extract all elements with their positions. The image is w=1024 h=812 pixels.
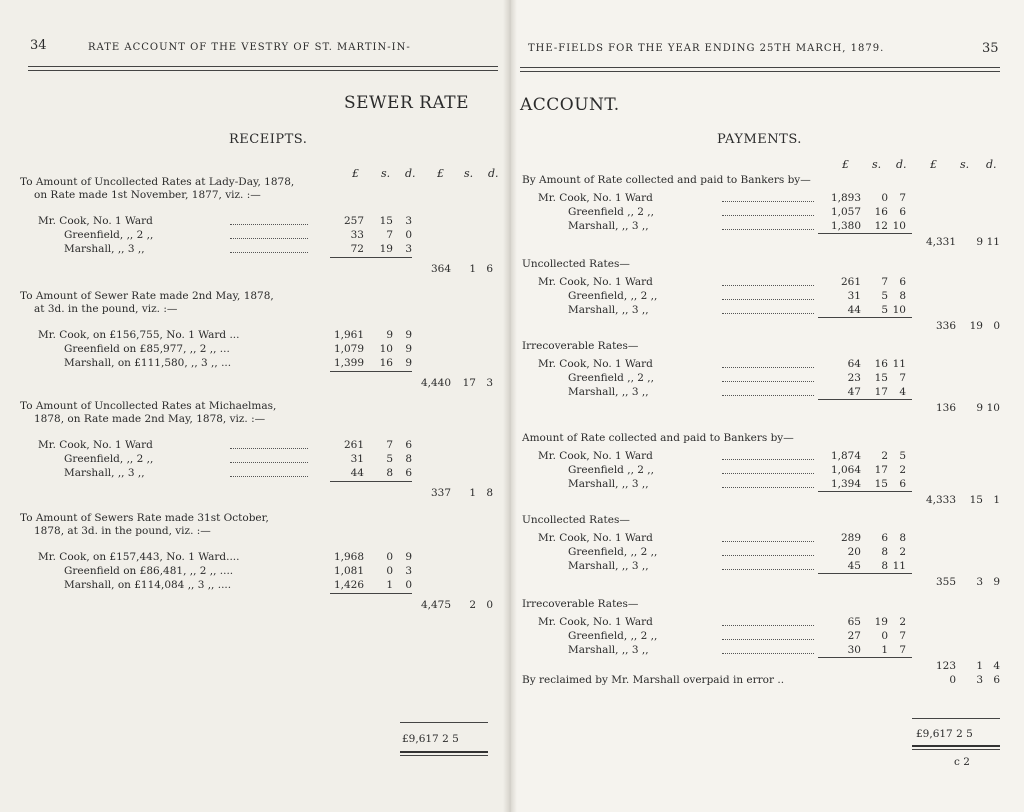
payments-section-3-row-2-label: Marshall, ,, 3 ,, — [568, 478, 649, 490]
receipts-col1-pounds-head: £ — [352, 167, 359, 180]
payments-grand-total-rule-top — [912, 718, 1000, 719]
payments-section-1-total-pence: 0 — [993, 320, 1000, 332]
payments-section-0-row-0-pence: 7 — [899, 192, 906, 204]
receipts-section-2-row-2-pence: 6 — [405, 467, 412, 479]
payments-section-3-row-1-label: Greenfield ,, 2 ,, — [568, 464, 654, 476]
payments-reclaimed-pounds: 0 — [949, 674, 956, 686]
receipts-section-3-row-1-label: Greenfield on £86,481, ,, 2 ,, .... — [64, 565, 234, 577]
payments-section-1-total-shillings: 19 — [969, 320, 983, 332]
payments-section-1-row-1-leader — [722, 299, 814, 300]
payments-section-0-row-1-shillings: 16 — [874, 206, 888, 218]
payments-grand-total-rule-bottom — [912, 745, 1000, 747]
payments-section-0-row-2-label: Marshall, ,, 3 ,, — [568, 220, 649, 232]
receipts-section-0-row-0-leader — [230, 224, 308, 225]
receipts-section-0-row-2-pounds: 72 — [350, 243, 364, 255]
payments-section-4-title: Uncollected Rates— — [522, 514, 630, 526]
payments-section-3-row-0-shillings: 2 — [881, 450, 888, 462]
payments-section-3-row-0-leader — [722, 459, 814, 460]
payments-section-4-row-2-pence: 11 — [892, 560, 906, 572]
payments-section-2-row-2-pence: 4 — [899, 386, 906, 398]
payments-section-5-total-shillings: 1 — [976, 660, 983, 672]
receipts-section-2-row-1-pence: 8 — [405, 453, 412, 465]
payments-section-0-row-2-pounds: 1,380 — [830, 220, 861, 232]
payments-section-1-row-2-shillings: 5 — [881, 304, 888, 316]
payments-section-5-row-1-pounds: 27 — [847, 630, 861, 642]
receipts-section-3-subtotal-rule — [330, 593, 412, 594]
payments-section-0-subtotal-rule — [818, 233, 912, 234]
payments-section-1-row-0-pence: 6 — [899, 276, 906, 288]
payments-section-0-total-pence: 11 — [986, 236, 1000, 248]
receipts-section-0-row-1-pounds: 33 — [350, 229, 364, 241]
receipts-section-0-row-0-pounds: 257 — [343, 215, 364, 227]
receipts-grand-total-rule-bottom-2 — [400, 755, 488, 756]
payments-section-4-row-1-label: Greenfield, ,, 2 ,, — [568, 546, 658, 558]
receipts-section-2-row-1-label: Greenfield, ,, 2 ,, — [64, 453, 154, 465]
receipts-section-2-subtotal-rule — [330, 481, 412, 482]
payments-section-3-row-2-pence: 6 — [899, 478, 906, 490]
payments-col1-pounds-head: £ — [842, 158, 849, 171]
payments-section-1-row-1-pounds: 31 — [847, 290, 861, 302]
payments-section-0-row-2-shillings: 12 — [874, 220, 888, 232]
payments-section-0-row-2-leader — [722, 229, 814, 230]
payments-section-2-row-2-pounds: 47 — [847, 386, 861, 398]
payments-section-5-row-0-label: Mr. Cook, No. 1 Ward — [538, 616, 653, 628]
receipts-section-1-row-2-pence: 9 — [405, 357, 412, 369]
payments-section-2-row-2-shillings: 17 — [874, 386, 888, 398]
receipts-section-3-total-pounds: 4,475 — [420, 599, 451, 611]
receipts-section-2-row-2-shillings: 8 — [386, 467, 393, 479]
payments-section-1-row-2-pence: 10 — [892, 304, 906, 316]
payments-section-0-row-1-pence: 6 — [899, 206, 906, 218]
payments-section-3-total-pence: 1 — [993, 494, 1000, 506]
receipts-section-2-title2: 1878, on Rate made 2nd May, 1878, viz. :— — [34, 413, 266, 425]
receipts-section-2-row-0-leader — [230, 448, 308, 449]
receipts-section-2-row-2-leader — [230, 476, 308, 477]
header-rule-right-2 — [520, 71, 1000, 72]
payments-section-0-row-0-leader — [722, 201, 814, 202]
receipts-section-1-row-1-shillings: 10 — [379, 343, 393, 355]
receipts-section-2-total-pounds: 337 — [430, 487, 451, 499]
receipts-section-0-row-1-leader — [230, 238, 308, 239]
receipts-section-0-row-1-label: Greenfield, ,, 2 ,, — [64, 229, 154, 241]
receipts-section-1-row-0-label: Mr. Cook, on £156,755, No. 1 Ward ... — [38, 329, 240, 341]
receipts-col2-shillings-head: s. — [464, 167, 474, 180]
payments-section-1-subtotal-rule — [818, 317, 912, 318]
payments-col1-shillings-head: s. — [872, 158, 882, 171]
receipts-section-1-total-pence: 3 — [486, 377, 493, 389]
payments-section-3-row-1-shillings: 17 — [874, 464, 888, 476]
right-page-number: 35 — [982, 41, 999, 56]
payments-section-5-row-0-pounds: 65 — [847, 616, 861, 628]
payments-section-4-row-2-pounds: 45 — [847, 560, 861, 572]
receipts-section-3-total-shillings: 2 — [469, 599, 476, 611]
receipts-section-3-row-1-pence: 3 — [405, 565, 412, 577]
receipts-section-0-total-pounds: 364 — [430, 263, 451, 275]
payments-section-4-row-1-leader — [722, 555, 814, 556]
payments-section-2-row-2-leader — [722, 395, 814, 396]
receipts-col1-shillings-head: s. — [381, 167, 391, 180]
payments-section-0-row-1-pounds: 1,057 — [830, 206, 861, 218]
receipts-section-0-row-1-pence: 0 — [405, 229, 412, 241]
payments-section-1-row-0-shillings: 7 — [881, 276, 888, 288]
receipts-grand-total: £9,617 2 5 — [402, 733, 459, 745]
receipts-section-3-row-1-pounds: 1,081 — [333, 565, 364, 577]
payments-section-1-title: Uncollected Rates— — [522, 258, 630, 270]
payments-section-0-total-shillings: 9 — [976, 236, 983, 248]
payments-section-2-row-1-shillings: 15 — [874, 372, 888, 384]
receipts-section-1-total-pounds: 4,440 — [420, 377, 451, 389]
header-rule-right — [520, 67, 1000, 68]
receipts-section-1-total-shillings: 17 — [462, 377, 476, 389]
payments-section-2-row-0-label: Mr. Cook, No. 1 Ward — [538, 358, 653, 370]
payments-section-5-row-0-pence: 2 — [899, 616, 906, 628]
payments-section-0-row-0-label: Mr. Cook, No. 1 Ward — [538, 192, 653, 204]
receipts-section-3-row-0-pounds: 1,968 — [333, 551, 364, 563]
payments-section-1-row-2-leader — [722, 313, 814, 314]
payments-section-2-row-1-leader — [722, 381, 814, 382]
payments-section-2-title: Irrecoverable Rates— — [522, 340, 639, 352]
payments-section-2-total-pence: 10 — [986, 402, 1000, 414]
payments-section-5-row-2-label: Marshall, ,, 3 ,, — [568, 644, 649, 656]
receipts-section-1-row-1-label: Greenfield on £85,977, ,, 2 ,, ... — [64, 343, 230, 355]
payments-col1-pence-head: d. — [896, 158, 907, 171]
receipts-section-2-row-1-leader — [230, 462, 308, 463]
payments-col2-shillings-head: s. — [960, 158, 970, 171]
right-running-title: THE-FIELDS FOR THE YEAR ENDING 25TH MARCH, 1879. — [528, 43, 885, 54]
payments-section-0-row-1-leader — [722, 215, 814, 216]
payments-section-1-row-0-leader — [722, 285, 814, 286]
receipts-col1-pence-head: d. — [405, 167, 416, 180]
receipts-section-2-row-0-label: Mr. Cook, No. 1 Ward — [38, 439, 153, 451]
receipts-section-0-row-2-leader — [230, 252, 308, 253]
payments-section-3-row-1-pounds: 1,064 — [830, 464, 861, 476]
payments-section-5-row-1-leader — [722, 639, 814, 640]
receipts-section-3-row-0-label: Mr. Cook, on £157,443, No. 1 Ward.... — [38, 551, 240, 563]
payments-section-5-row-2-shillings: 1 — [881, 644, 888, 656]
payments-section-0-row-0-pounds: 1,893 — [830, 192, 861, 204]
receipts-heading: RECEIPTS. — [229, 132, 308, 147]
payments-section-3-subtotal-rule — [818, 491, 912, 492]
payments-section-3-row-0-pence: 5 — [899, 450, 906, 462]
receipts-section-0-total-pence: 6 — [486, 263, 493, 275]
payments-section-0-row-2-pence: 10 — [892, 220, 906, 232]
payments-section-2-subtotal-rule — [818, 399, 912, 400]
receipts-section-1-row-1-pounds: 1,079 — [333, 343, 364, 355]
receipts-section-3-row-1-shillings: 0 — [386, 565, 393, 577]
payments-grand-total-rule-bottom-2 — [912, 749, 1000, 750]
payments-section-4-row-1-shillings: 8 — [881, 546, 888, 558]
receipts-grand-total-rule-top — [400, 722, 488, 723]
payments-section-4-row-0-pounds: 289 — [840, 532, 861, 544]
payments-section-4-row-1-pounds: 20 — [847, 546, 861, 558]
payments-section-1-row-0-label: Mr. Cook, No. 1 Ward — [538, 276, 653, 288]
payments-section-2-total-pounds: 136 — [935, 402, 956, 414]
payments-section-3-total-shillings: 15 — [969, 494, 983, 506]
receipts-section-1-row-2-pounds: 1,399 — [333, 357, 364, 369]
payments-section-3-total-pounds: 4,333 — [925, 494, 956, 506]
payments-section-5-row-1-shillings: 0 — [881, 630, 888, 642]
receipts-section-2-row-0-pence: 6 — [405, 439, 412, 451]
receipts-section-2-row-0-pounds: 261 — [343, 439, 364, 451]
payments-grand-total: £9,617 2 5 — [916, 728, 973, 740]
payments-section-0-title: By Amount of Rate collected and paid to Bankers by— — [522, 174, 811, 186]
payments-col2-pounds-head: £ — [930, 158, 937, 171]
receipts-section-2-total-pence: 8 — [486, 487, 493, 499]
payments-section-0-row-0-shillings: 0 — [881, 192, 888, 204]
receipts-section-2-row-2-pounds: 44 — [350, 467, 364, 479]
receipts-section-0-row-0-label: Mr. Cook, No. 1 Ward — [38, 215, 153, 227]
payments-section-2-row-0-leader — [722, 367, 814, 368]
payments-section-2-total-shillings: 9 — [976, 402, 983, 414]
payments-section-3-row-1-leader — [722, 473, 814, 474]
receipts-section-0-title: To Amount of Uncollected Rates at Lady-Day, 1878, — [20, 176, 295, 188]
receipts-section-1-row-0-pounds: 1,961 — [333, 329, 364, 341]
payments-section-5-row-1-label: Greenfield, ,, 2 ,, — [568, 630, 658, 642]
payments-section-3-row-2-pounds: 1,394 — [830, 478, 861, 490]
receipts-section-1-row-2-shillings: 16 — [379, 357, 393, 369]
receipts-section-1-row-1-pence: 9 — [405, 343, 412, 355]
payments-section-5-row-0-shillings: 19 — [874, 616, 888, 628]
title-left: SEWER RATE — [344, 93, 470, 113]
payments-section-1-row-2-pounds: 44 — [847, 304, 861, 316]
receipts-section-3-row-2-label: Marshall, on £114,084 ,, 3 ,, .... — [64, 579, 232, 591]
payments-section-4-row-0-shillings: 6 — [881, 532, 888, 544]
payments-reclaimed-shillings: 3 — [976, 674, 983, 686]
payments-section-2-row-0-pounds: 64 — [847, 358, 861, 370]
receipts-section-0-row-0-pence: 3 — [405, 215, 412, 227]
payments-section-4-row-0-leader — [722, 541, 814, 542]
payments-reclaimed-pence: 6 — [993, 674, 1000, 686]
payments-section-0-row-1-label: Greenfield ,, 2 ,, — [568, 206, 654, 218]
receipts-section-2-row-0-shillings: 7 — [386, 439, 393, 451]
payments-section-1-row-1-label: Greenfield, ,, 2 ,, — [568, 290, 658, 302]
payments-section-4-row-1-pence: 2 — [899, 546, 906, 558]
receipts-section-1-subtotal-rule — [330, 371, 412, 372]
payments-section-4-subtotal-rule — [818, 573, 912, 574]
payments-section-5-row-1-pence: 7 — [899, 630, 906, 642]
receipts-section-0-row-2-label: Marshall, ,, 3 ,, — [64, 243, 145, 255]
payments-section-5-total-pounds: 123 — [935, 660, 956, 672]
payments-section-4-row-2-shillings: 8 — [881, 560, 888, 572]
title-right: ACCOUNT. — [520, 95, 620, 115]
payments-section-5-row-2-pence: 7 — [899, 644, 906, 656]
payments-section-2-row-1-pence: 7 — [899, 372, 906, 384]
payments-section-1-row-0-pounds: 261 — [840, 276, 861, 288]
left-page-number: 34 — [30, 38, 47, 53]
receipts-section-1-title: To Amount of Sewer Rate made 2nd May, 1878, — [20, 290, 274, 302]
payments-section-4-total-pence: 9 — [993, 576, 1000, 588]
payments-section-4-row-0-label: Mr. Cook, No. 1 Ward — [538, 532, 653, 544]
receipts-grand-total-rule-bottom — [400, 751, 488, 753]
payments-section-5-subtotal-rule — [818, 657, 912, 658]
receipts-section-3-row-0-shillings: 0 — [386, 551, 393, 563]
payments-col2-pence-head: d. — [986, 158, 997, 171]
payments-section-5-title: Irrecoverable Rates— — [522, 598, 639, 610]
payments-section-3-row-0-label: Mr. Cook, No. 1 Ward — [538, 450, 653, 462]
receipts-section-2-title: To Amount of Uncollected Rates at Michaelmas, — [20, 400, 277, 412]
header-rule-left — [28, 66, 498, 67]
receipts-section-2-row-1-pounds: 31 — [350, 453, 364, 465]
book-gutter — [503, 0, 517, 812]
receipts-section-1-title2: at 3d. in the pound, viz. :— — [34, 303, 178, 315]
payments-section-3-title: Amount of Rate collected and paid to Bankers by— — [522, 432, 794, 444]
payments-section-3-row-0-pounds: 1,874 — [830, 450, 861, 462]
payments-section-2-row-0-shillings: 16 — [874, 358, 888, 370]
payments-heading: PAYMENTS. — [717, 132, 802, 147]
receipts-section-1-row-0-pence: 9 — [405, 329, 412, 341]
header-rule-left-2 — [28, 70, 498, 71]
payments-section-3-row-2-leader — [722, 487, 814, 488]
receipts-section-3-row-2-pounds: 1,426 — [333, 579, 364, 591]
receipts-col2-pence-head: d. — [488, 167, 499, 180]
receipts-section-0-row-2-shillings: 19 — [379, 243, 393, 255]
payments-section-0-total-pounds: 4,331 — [925, 236, 956, 248]
payments-section-1-total-pounds: 336 — [935, 320, 956, 332]
payments-section-1-row-2-label: Marshall, ,, 3 ,, — [568, 304, 649, 316]
payments-section-5-row-2-pounds: 30 — [847, 644, 861, 656]
payments-section-4-total-pounds: 355 — [935, 576, 956, 588]
receipts-section-3-row-2-shillings: 1 — [386, 579, 393, 591]
receipts-section-0-row-2-pence: 3 — [405, 243, 412, 255]
receipts-section-3-title: To Amount of Sewers Rate made 31st October, — [20, 512, 269, 524]
payments-section-2-row-1-pounds: 23 — [847, 372, 861, 384]
receipts-section-0-subtotal-rule — [330, 257, 412, 258]
receipts-section-3-title2: 1878, at 3d. in the pound, viz. :— — [34, 525, 211, 537]
signature-mark: c 2 — [954, 756, 970, 768]
receipts-section-0-row-0-shillings: 15 — [379, 215, 393, 227]
receipts-section-1-row-0-shillings: 9 — [386, 329, 393, 341]
receipts-section-3-row-2-pence: 0 — [405, 579, 412, 591]
payments-reclaimed-label: By reclaimed by Mr. Marshall overpaid in error .. — [522, 674, 785, 686]
left-running-title: RATE ACCOUNT OF THE VESTRY OF ST. MARTIN-IN- — [88, 42, 411, 53]
payments-section-2-row-2-label: Marshall, ,, 3 ,, — [568, 386, 649, 398]
payments-section-5-row-2-leader — [722, 653, 814, 654]
receipts-section-2-row-1-shillings: 5 — [386, 453, 393, 465]
payments-section-4-row-0-pence: 8 — [899, 532, 906, 544]
payments-section-1-row-1-shillings: 5 — [881, 290, 888, 302]
payments-section-3-row-2-shillings: 15 — [874, 478, 888, 490]
payments-section-5-row-0-leader — [722, 625, 814, 626]
receipts-section-2-row-2-label: Marshall, ,, 3 ,, — [64, 467, 145, 479]
receipts-section-2-total-shillings: 1 — [469, 487, 476, 499]
payments-section-5-total-pence: 4 — [993, 660, 1000, 672]
receipts-section-0-title2: on Rate made 1st November, 1877, viz. :— — [34, 189, 261, 201]
receipts-section-1-row-2-label: Marshall, on £111,580, ,, 3 ,, ... — [64, 357, 232, 369]
receipts-section-0-total-shillings: 1 — [469, 263, 476, 275]
payments-section-4-row-2-label: Marshall, ,, 3 ,, — [568, 560, 649, 572]
payments-section-4-total-shillings: 3 — [976, 576, 983, 588]
payments-section-4-row-2-leader — [722, 569, 814, 570]
payments-section-2-row-0-pence: 11 — [892, 358, 906, 370]
payments-section-2-row-1-label: Greenfield ,, 2 ,, — [568, 372, 654, 384]
receipts-section-3-row-0-pence: 9 — [405, 551, 412, 563]
receipts-section-3-total-pence: 0 — [486, 599, 493, 611]
payments-section-3-row-1-pence: 2 — [899, 464, 906, 476]
payments-section-1-row-1-pence: 8 — [899, 290, 906, 302]
receipts-col2-pounds-head: £ — [437, 167, 444, 180]
receipts-section-0-row-1-shillings: 7 — [386, 229, 393, 241]
